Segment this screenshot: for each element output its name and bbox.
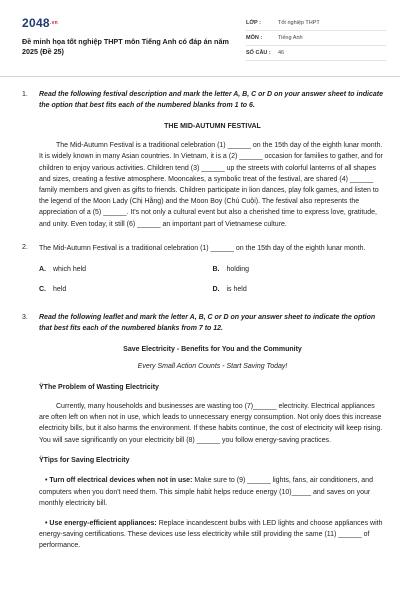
option-c[interactable] xyxy=(39,280,213,300)
question-3 xyxy=(22,313,386,552)
passage-title: THE MID-AUTUMN FESTIVAL xyxy=(164,122,261,130)
tip-item xyxy=(39,475,386,509)
leaflet-subtitle: Every Small Action Counts - Start Saving Today! xyxy=(137,363,288,371)
header-left xyxy=(22,14,240,68)
option-d[interactable] xyxy=(213,280,387,300)
tip-lead: • Turn off electrical devices when not in use: xyxy=(45,477,193,485)
tip-text: Make sure to (9) ______ lights, fans, air conditioners, and computers when you don't need them. This simple habit helps reduce energy (10)_____ and saves on your monthly electricity bill. xyxy=(39,477,373,507)
document-title: Đề minh họa tốt nghiệp THPT môn Tiếng Anh có đáp án năm 2025 (Đề 25) xyxy=(22,37,229,57)
question-number: 3. xyxy=(22,313,28,321)
brand-name: 2048 xyxy=(22,16,50,30)
tip-text: Replace incandescent bulbs with LED lights and choose appliances with energy-saving certifications. These devices use less electricity while still providing the same (11) ______ of performance. xyxy=(39,519,383,550)
question-instruction: Read the following festival description and mark the letter A, B, C or D on your answer sheet to indicate the option that best fits each of the numbered blanks from 1 to 6. xyxy=(39,91,383,109)
tip-lead: • Use energy-efficient appliances: xyxy=(45,519,157,527)
meta-row-class xyxy=(246,16,386,31)
question-instruction: Read the following leaflet and mark the letter A, B, C or D on your answer sheet to indicate the option that best fits each of the numbered blanks from 7 to 12. xyxy=(39,313,376,332)
tip-item xyxy=(39,518,386,552)
question-number: 1. xyxy=(22,91,28,98)
meta-value[interactable]: Tiếng Anh xyxy=(278,34,303,41)
option-letter: D. xyxy=(212,285,220,293)
meta-row-count xyxy=(246,46,386,61)
option-text: is held xyxy=(226,285,247,293)
option-b[interactable] xyxy=(213,260,387,280)
answer-options xyxy=(39,260,386,300)
option-letter: B. xyxy=(212,265,220,273)
question-1 xyxy=(22,90,386,230)
exam-meta xyxy=(246,16,386,68)
question-body xyxy=(39,313,386,552)
question-body xyxy=(39,90,386,230)
question-body xyxy=(39,243,386,300)
site-logo[interactable] xyxy=(22,14,240,32)
meta-value[interactable]: Tốt nghiệp THPT xyxy=(278,19,320,26)
exam-content xyxy=(0,90,400,551)
meta-value: 46 xyxy=(278,49,285,56)
option-text: held xyxy=(53,285,67,293)
question-2 xyxy=(22,243,386,300)
brand-suffix: .vn xyxy=(49,20,59,27)
option-text: which held xyxy=(53,265,87,273)
page-header xyxy=(0,0,400,77)
problem-text: Currently, many households and businesses are wasting too (7)______ electricity. Electrical appliances are often left on when not in use, which leads to unnecessary energy consumption. Not only does this increase electricity bills, but it also harms the environment. If these habits continue, the cost of electricity will keep rising. You will save significantly on your electricity bill (8) ______ you follow energy-saving practices. xyxy=(39,403,383,444)
passage-text: The Mid-Autumn Festival is a traditional celebration (1) ______ on the 15th day of the eighth lunar month. It is widely known in many Asian countries. In Vietnam, it is a (2) ______ occasion for families to gather, and for children to enjoy various activities. Children tend (3) ______ up the streets with colorful lanterns of all shapes and sizes, creating a festive atmosphere. Mooncakes, a symbolic treat of the festival, are shared (4) ______ family members and given as gifts to friends. Children participate in lion dances, play folk games, and listen to the legend of the Moon Lady (Chị Hằng) and the Moon Boy (Chú Cuội). The festival also represents the appreciation of a (5) ______. It's not only a cultural event but also a cherished time to express love, gratitude, and unity. Even today, it still (6) ______ an important part of Vietnamese culture. xyxy=(39,142,383,228)
question-text: The Mid-Autumn Festival is a traditional celebration (1) ______ on the 15th day of the eighth lunar month. xyxy=(39,244,366,252)
option-a[interactable] xyxy=(39,260,213,280)
option-letter: A. xyxy=(39,265,46,273)
section-heading-tips: ŸTips for Saving Electricity xyxy=(39,456,130,464)
meta-label: MÔN : xyxy=(246,34,263,41)
section-heading-problem: ŸThe Problem of Wasting Electricity xyxy=(39,383,159,391)
meta-label: LỚP : xyxy=(246,19,261,26)
option-text: holding xyxy=(226,265,250,273)
meta-label: SỐ CÂU : xyxy=(246,49,271,56)
leaflet-title: Save Electricity - Benefits for You and the Community xyxy=(123,345,302,353)
option-letter: C. xyxy=(39,285,46,293)
question-number: 2. xyxy=(22,243,28,251)
meta-row-subject xyxy=(246,31,386,46)
